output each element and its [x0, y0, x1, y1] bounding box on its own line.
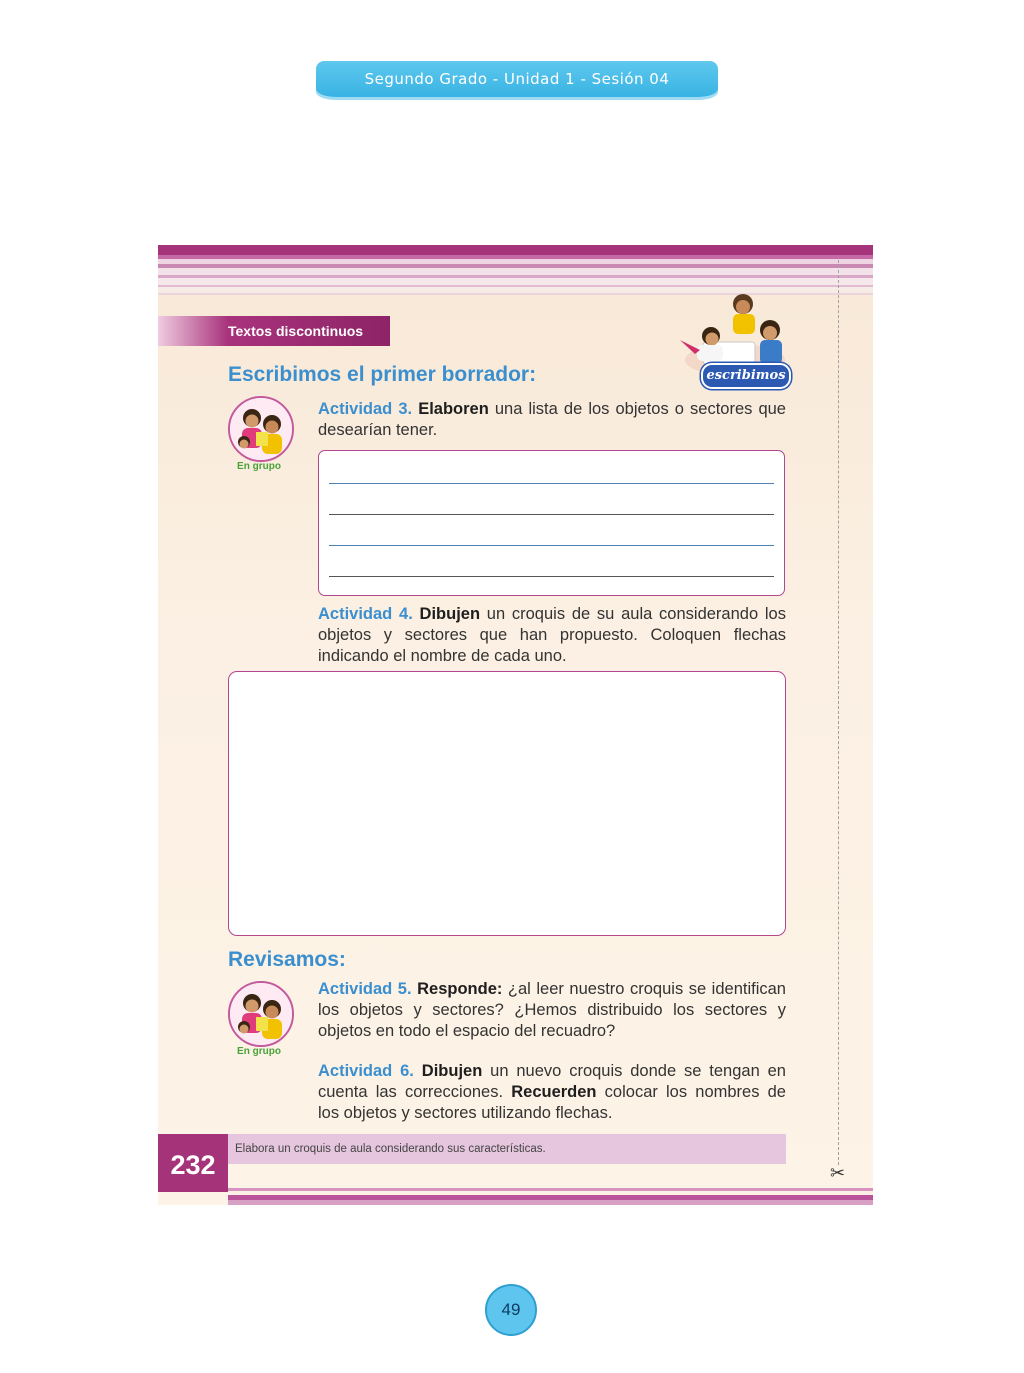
- escribimos-logo: escribimos: [701, 363, 791, 389]
- scissors-icon: ✂: [830, 1163, 846, 1184]
- activity-4-number: Actividad 4.: [318, 605, 413, 623]
- writing-line: [329, 514, 774, 515]
- objective-text: Elabora un croquis de aula considerando sus características.: [235, 1143, 546, 1155]
- session-banner: [316, 61, 718, 97]
- group-work-icon: [228, 981, 294, 1047]
- activity-3-verb: Elaboren: [418, 400, 489, 418]
- list-writing-box[interactable]: [318, 450, 785, 596]
- workbook-page: [158, 245, 873, 1205]
- activity-5: [318, 979, 786, 1042]
- activity-3-text: una lista de los objetos o sectores que desearían tener.: [318, 400, 786, 439]
- activity-5-verb: Responde:: [417, 980, 503, 998]
- writing-line: [329, 483, 774, 484]
- activity-5-text: ¿al leer nuestro croquis se identifican los objetos y sectores? ¿Hemos distribuido los sectores y objetos en todo el espacio del recuadro?: [318, 980, 786, 1040]
- activity-3: [318, 399, 786, 441]
- activity-6: [318, 1061, 786, 1124]
- activity-6-verb-2: Recuerden: [511, 1083, 597, 1101]
- activity-5-number: Actividad 5.: [318, 980, 412, 998]
- activity-6-text-2: colocar los nombres de los objetos y sectores utilizando flechas.: [318, 1083, 786, 1122]
- section-tab-label: Textos discontinuos: [228, 323, 364, 339]
- cut-line: [838, 260, 839, 1165]
- objective-bar: [228, 1134, 786, 1164]
- activity-6-verb: Dibujen: [421, 1062, 483, 1080]
- sketch-drawing-box[interactable]: [228, 671, 786, 936]
- activity-6-text: un nuevo croquis donde se tengan en cuenta las correcciones.: [318, 1062, 786, 1101]
- workbook-page-number: 232: [158, 1134, 228, 1192]
- activity-4-text: un croquis de su aula considerando los objetos y sectores que han propuesto. Coloquen flechas indicando el nombre de cada uno.: [318, 605, 786, 665]
- draft-title: Escribimos el primer borrador:: [228, 363, 537, 386]
- activity-6-number: Actividad 6.: [318, 1062, 414, 1080]
- activity-4: [318, 604, 786, 667]
- group-label: En grupo: [237, 1046, 281, 1057]
- page-number: 49: [501, 1300, 521, 1319]
- writing-line: [329, 545, 774, 546]
- session-label: Segundo Grado - Unidad 1 - Sesión 04: [364, 70, 670, 88]
- activity-3-number: Actividad 3.: [318, 400, 413, 418]
- group-work-icon: [228, 396, 294, 462]
- review-title: Revisamos:: [228, 948, 346, 971]
- footer-stripes: [228, 1188, 873, 1205]
- writing-line: [329, 576, 774, 577]
- page-number-badge: [485, 1284, 537, 1336]
- activity-4-verb: Dibujen: [419, 605, 481, 623]
- section-tab: [158, 316, 390, 346]
- group-label: En grupo: [237, 461, 281, 472]
